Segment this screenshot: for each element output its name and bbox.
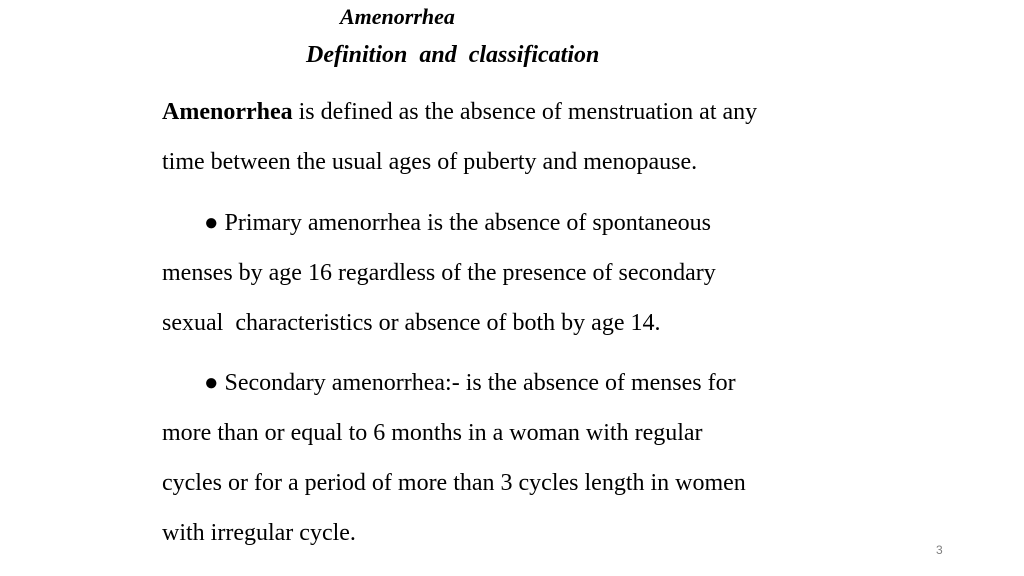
primary-amenorrhea-paragraph (162, 198, 882, 348)
slide-subtitle: Definition and classification (306, 42, 600, 68)
secondary-line-3: cycles or for a period of more than 3 cycles length in women (162, 470, 746, 496)
page-number: 3 (936, 543, 943, 557)
primary-line-2: menses by age 16 regardless of the presence of secondary (162, 260, 716, 286)
definition-line-1-text: is defined as the absence of menstruation at any (292, 99, 758, 125)
secondary-line-1: ● Secondary amenorrhea:- is the absence of menses for (204, 370, 736, 396)
secondary-line-4: with irregular cycle. (162, 520, 356, 546)
definition-line-1 (162, 87, 882, 137)
primary-line-1: ● Primary amenorrhea is the absence of spontaneous (204, 210, 711, 236)
definition-term: Amenorrhea (162, 99, 293, 125)
secondary-amenorrhea-paragraph (162, 358, 882, 558)
primary-line-3: sexual characteristics or absence of both by age 14. (162, 310, 661, 336)
definition-paragraph (162, 87, 882, 187)
definition-line-2: time between the usual ages of puberty and menopause. (162, 149, 698, 175)
slide-title: Amenorrhea (340, 4, 455, 29)
secondary-line-2: more than or equal to 6 months in a woman with regular (162, 420, 703, 446)
